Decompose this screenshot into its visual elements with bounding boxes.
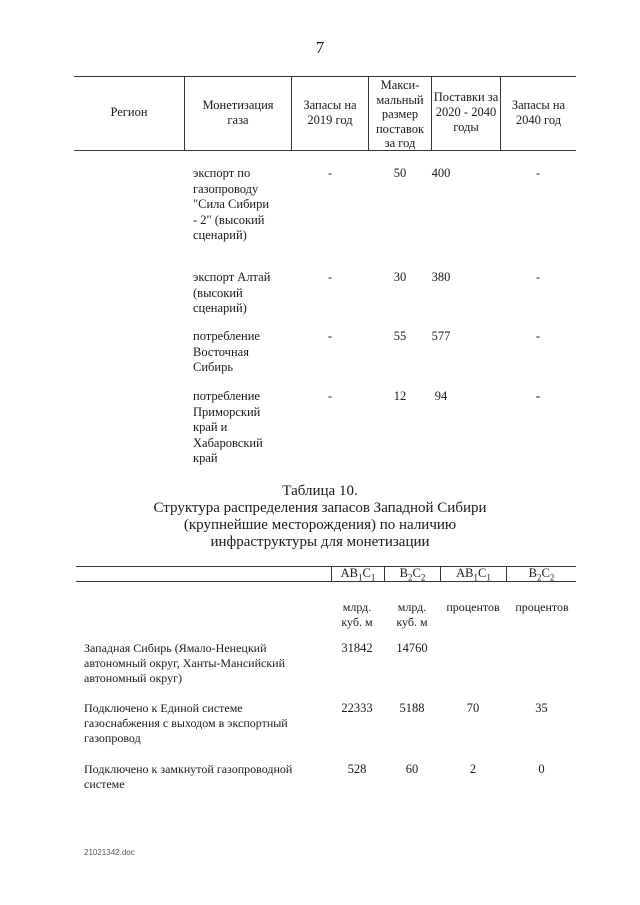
table9-col-divider (368, 76, 369, 150)
table9-cell-max: 50 (393, 166, 407, 180)
table9-cell-max: 30 (393, 270, 407, 284)
table10-cell: 5188 (399, 701, 425, 715)
table9-cell-supply: 577 (431, 329, 451, 343)
table9-row-label: потребление Приморский край и Хабаровский край (193, 389, 263, 465)
table10-caption: Таблица 10. (282, 483, 358, 499)
table9-cell-reserves-2019: - (327, 166, 333, 180)
table9-cell-supply: 400 (431, 166, 451, 180)
table9-row-label: экспорт Алтай (высокий сценарий) (193, 270, 271, 315)
table9-header-reserves-2019: Запасы на 2019 год (303, 98, 357, 127)
table10-unit: млрд. куб. м (341, 600, 373, 629)
table9-header-region: Регион (110, 105, 148, 119)
table9-cell-reserves-2040: - (535, 389, 541, 403)
table9-header-max-supply: Макси-мальный размер поставок за год (375, 78, 425, 150)
table9-row-label: экспорт по газопроводу "Сила Сибири - 2" (высокий сценарий) (193, 166, 270, 242)
table9-row-label: потребление Восточная Сибирь (193, 329, 260, 374)
table10-unit: млрд. куб. м (396, 600, 428, 629)
table10-cell: 60 (405, 762, 419, 776)
table10-cell: 0 (538, 762, 545, 776)
table10-header-ab1c1-percent: $AB_1C_1$ (456, 566, 491, 583)
table9-header-reserves-2040: Запасы на 2040 год (511, 98, 566, 127)
table10-cell: 22333 (341, 701, 373, 715)
table9-header-monetization: Монетизация газа (202, 98, 274, 127)
table10-cell: 70 (466, 701, 480, 715)
table9-cell-reserves-2019: - (327, 329, 333, 343)
table10-header-b2c2: $B_2C_2$ (399, 566, 426, 583)
table10-cell: 2 (469, 762, 477, 776)
table10-header-b2c2-percent: $B_2C_2$ (528, 566, 555, 583)
table9-cell-max: 12 (393, 389, 407, 403)
table10-row-label: Западная Сибирь (Ямало-Ненецкий автономный округ, Ханты-Мансийский автономный округ) (84, 641, 286, 685)
table9-cell-supply: 94 (434, 389, 448, 403)
table10-cell: 528 (347, 762, 367, 776)
table9-header-supply-2020-2040: Поставки за 2020 - 2040 годы (433, 90, 499, 134)
table10-cell: 35 (535, 701, 548, 715)
table9-cell-reserves-2040: - (535, 270, 541, 284)
table9-cell-supply: 380 (431, 270, 451, 284)
table9-cell-reserves-2040: - (535, 166, 541, 180)
table10-title-line: Структура распределения запасов Западной Сибири (153, 500, 487, 516)
table10-row-label: Подключено к Единой системе газоснабжения с выходом в экспортный газопровод (84, 701, 288, 745)
table10-title-line: (крупнейшие месторождения) по наличию (183, 517, 457, 533)
table9-cell-reserves-2040: - (535, 329, 541, 343)
table10-unit: процентов (515, 600, 569, 614)
table10-title-line: инфраструктуры для монетизации (210, 534, 430, 550)
table10-header-ab1c1: $AB_1C_1$ (340, 566, 376, 583)
table10-cell: 14760 (396, 641, 428, 655)
table10-row-label: Подключено к замкнутой газопроводной системе (84, 762, 293, 791)
document-filename: 21021342.doc (84, 848, 135, 857)
table9-cell-reserves-2019: - (327, 270, 333, 284)
table9-header-rule (74, 150, 576, 151)
page-number: 7 (315, 38, 325, 57)
table9-cell-max: 55 (393, 329, 407, 343)
table9-cell-reserves-2019: - (327, 389, 333, 403)
table10-cell: 31842 (341, 641, 373, 655)
table9-col-divider (184, 76, 185, 150)
table10-unit: процентов (446, 600, 500, 614)
